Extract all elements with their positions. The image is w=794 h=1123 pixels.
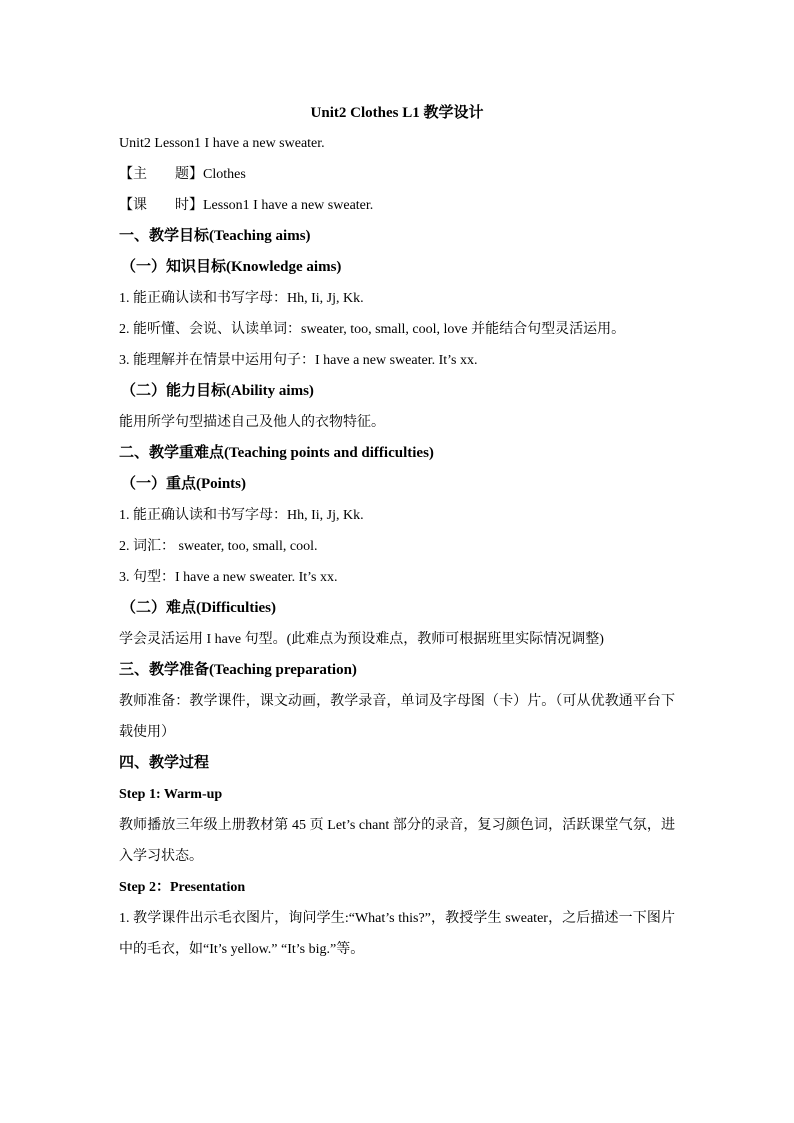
theme-row xyxy=(119,159,675,190)
point-item: 1. 能正确认读和书写字母：Hh, Ii, Jj, Kk. xyxy=(119,508,364,523)
knowledge-aim-item: 2. 能听懂、会说、认读单词：sweater, too, small, cool, love 并能结合句型灵活运用。 xyxy=(119,322,626,337)
theme-label: 【主 题】 xyxy=(119,167,203,182)
point-item: 3. 句型：I have a new sweater. It’s xx. xyxy=(119,570,338,585)
step1-heading: Step 1: Warm-up xyxy=(119,787,223,802)
theme-value: Clothes xyxy=(203,167,246,182)
ability-aims-text: 能用所学句型描述自己及他人的衣物特征。 xyxy=(119,415,385,430)
subsection-difficulties-heading: （二）难点(Difficulties) xyxy=(121,600,276,616)
period-row xyxy=(119,190,675,221)
subsection-points-heading: （一）重点(Points) xyxy=(121,476,246,492)
difficulties-text: 学会灵活运用 I have 句型。(此难点为预设难点，教师可根据班里实际情况调整) xyxy=(119,632,604,647)
section-teaching-aims-heading: 一、教学目标(Teaching aims) xyxy=(119,228,311,244)
document-title: Unit2 Clothes L1 教学设计 xyxy=(310,105,484,121)
subsection-knowledge-aims-heading: （一）知识目标(Knowledge aims) xyxy=(121,259,342,275)
step2-text: 1. 教学课件出示毛衣图片，询问学生:“What’s this?”，教授学生 sweater，之后描述一下图片中的毛衣，如“It’s yellow.” “It’s big.”等。 xyxy=(119,911,675,957)
knowledge-aim-item: 3. 能理解并在情景中运用句子：I have a new sweater. It’s xx. xyxy=(119,353,478,368)
period-label: 【课 时】 xyxy=(119,198,203,213)
step1-text: 教师播放三年级上册教材第 45 页 Let’s chant 部分的录音，复习颜色词，活跃课堂气氛，进入学习状态。 xyxy=(119,818,675,864)
preparation-text: 教师准备：教学课件，课文动画，教学录音，单词及字母图（卡）片。（可从优教通平台下载使用） xyxy=(119,694,675,740)
subsection-ability-aims-heading: （二）能力目标(Ability aims) xyxy=(121,383,314,399)
period-value: Lesson1 I have a new sweater. xyxy=(203,198,374,213)
point-item: 2. 词汇： sweater, too, small, cool. xyxy=(119,539,318,554)
section-process-heading: 四、教学过程 xyxy=(119,755,210,771)
step2-heading: Step 2：Presentation xyxy=(119,880,246,895)
section-key-points-heading: 二、教学重难点(Teaching points and difficulties) xyxy=(119,445,434,461)
lesson-subtitle: Unit2 Lesson1 I have a new sweater. xyxy=(119,136,325,151)
document-page xyxy=(119,98,675,965)
section-preparation-heading: 三、教学准备(Teaching preparation) xyxy=(119,662,357,678)
knowledge-aim-item: 1. 能正确认读和书写字母：Hh, Ii, Jj, Kk. xyxy=(119,291,364,306)
